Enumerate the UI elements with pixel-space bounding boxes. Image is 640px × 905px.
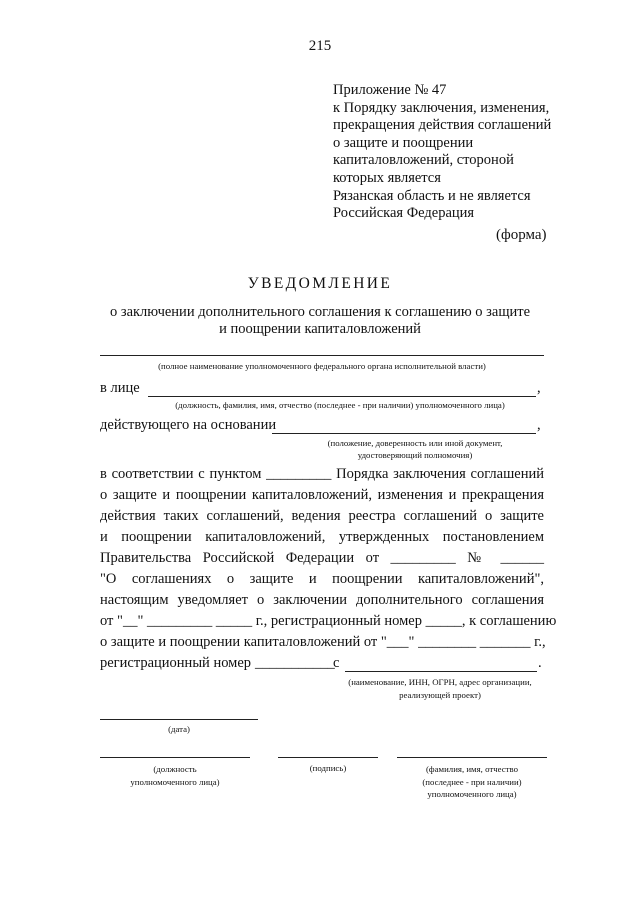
name-hint-line: (последнее - при наличии) <box>422 776 522 787</box>
person-hint: (должность, фамилия, имя, отчество (последнее - при наличии) уполномоченного лица) <box>175 400 505 410</box>
full-name-field[interactable] <box>397 757 547 758</box>
organization-field[interactable] <box>345 671 537 672</box>
appendix-line: о защите и поощрении <box>333 134 474 151</box>
appendix-block <box>333 82 551 223</box>
reg-number-field[interactable]: ___________ <box>255 655 335 671</box>
body-line: действия таких соглашений, ведения реестра соглашений о защите <box>100 508 544 524</box>
full-name-hint <box>392 763 552 801</box>
comma: , <box>537 417 541 433</box>
document-heading: УВЕДОМЛЕНИЕ <box>247 275 393 292</box>
subtitle-line: и поощрении капиталовложений <box>219 321 421 337</box>
body-line: настоящим уведомляет о заключении дополнительного соглашения <box>100 592 544 608</box>
org-hint-line: реализующей проект) <box>399 689 481 700</box>
appendix-line: капиталовложений, стороной <box>333 152 514 169</box>
position-hint-line: уполномоченного лица) <box>130 776 220 787</box>
body-line: о защите и поощрении капиталовложений от "___" ________ _______ г., <box>100 634 546 650</box>
document-subtitle <box>0 304 640 338</box>
with-label: с <box>333 655 340 671</box>
body-line: от "__" _________ _____ г., регистрационный номер _____, к соглашению <box>100 613 557 629</box>
appendix-line: которых является <box>333 169 441 186</box>
appendix-line: Приложение № 47 <box>333 82 447 98</box>
appendix-line: Рязанская область и не является <box>333 187 531 204</box>
period: . <box>538 655 542 671</box>
body-line: о защите и поощрении капиталовложений, изменения и прекращения <box>100 487 544 503</box>
org-hint-line: (наименование, ИНН, ОГРН, адрес организации, <box>348 677 532 687</box>
date-label: (дата) <box>168 724 190 734</box>
form-label: (форма) <box>496 227 547 243</box>
appendix-line: прекращения действия соглашений <box>333 117 552 134</box>
person-field[interactable] <box>148 396 536 397</box>
position-hint <box>95 763 255 788</box>
authority-hint: (полное наименование уполномоченного федерального органа исполнительной власти) <box>158 361 486 371</box>
basis-hint <box>300 437 530 461</box>
body-line: "О соглашениях о защите и поощрении капиталовложений", <box>100 571 544 587</box>
basis-hint-line: удостоверяющий полномочия) <box>357 450 473 460</box>
basis-field[interactable] <box>272 433 536 434</box>
position-field[interactable] <box>100 757 250 758</box>
signature-field[interactable] <box>278 757 378 758</box>
name-hint-line: уполномоченного лица) <box>427 789 517 799</box>
comma: , <box>537 380 541 396</box>
name-hint-line: (фамилия, имя, отчество <box>426 764 518 774</box>
body-line: Правительства Российской Федерации от _________ № ______ <box>100 550 544 566</box>
body-line: в соответствии с пунктом _________ Порядка заключения соглашений <box>100 466 544 482</box>
basis-hint-line: (положение, доверенность или иной документ, <box>327 438 503 448</box>
authority-name-field[interactable] <box>100 355 544 356</box>
body-line: и поощрении капиталовложений, утвержденных постановлением <box>100 529 544 545</box>
date-field[interactable] <box>100 719 258 720</box>
appendix-line: к Порядку заключения, изменения, <box>333 99 550 116</box>
organization-hint <box>330 676 550 701</box>
subtitle-line: о заключении дополнительного соглашения к соглашению о защите <box>109 304 531 320</box>
position-hint-line: (должность <box>153 764 197 774</box>
page-number: 215 <box>308 38 332 54</box>
appendix-line: Российская Федерация <box>333 205 475 222</box>
acting-basis-label: действующего на основании <box>100 417 277 433</box>
reg-number-label: регистрационный номер <box>100 655 252 671</box>
in-person-label: в лице <box>100 380 140 396</box>
signature-hint: (подпись) <box>309 763 347 773</box>
